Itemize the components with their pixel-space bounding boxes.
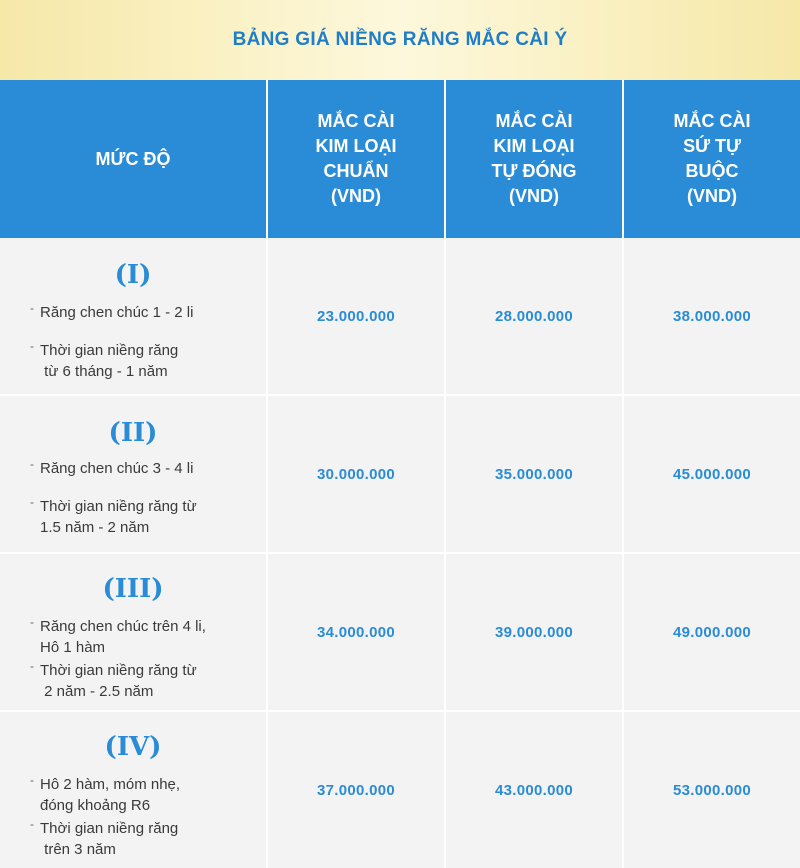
price-standard-metal: 37.000.000 [316,781,396,799]
level-cell [0,712,266,868]
row-divider [0,394,800,396]
bullet-dash-icon: - [30,615,34,629]
column-divider [622,80,624,868]
table-row [0,238,800,394]
header-col-self-ligating-metal [446,80,622,238]
column-divider [266,80,268,868]
note-line: Hô 2 hàm, móm nhẹ, [40,776,181,793]
title-banner [0,0,800,80]
level-note [30,496,255,538]
row-divider [0,552,800,554]
price-standard-metal: 23.000.000 [316,307,396,325]
note-line: 1.5 năm - 2 năm [40,519,150,536]
level-note [30,818,255,860]
level-numeral: (II) [108,418,158,448]
level-note [30,660,255,702]
price-self-ligating-metal: 28.000.000 [494,307,574,325]
level-numeral: (I) [114,260,152,290]
header-text: CHUẨN [323,161,389,181]
header-text: KIM LOẠI [493,136,575,156]
price-self-ligating-metal: 43.000.000 [494,781,574,799]
table-row [0,712,800,868]
header-text: (VND) [687,186,737,206]
table-row [0,396,800,552]
level-note [30,302,255,323]
header-text: (VND) [331,186,381,206]
bullet-dash-icon: - [30,457,34,471]
price-standard-metal: 30.000.000 [316,465,396,483]
price-ceramic-self-ligating: 38.000.000 [672,307,752,325]
header-text: MẮC CÀI [673,111,751,131]
note-line: 2 năm - 2.5 năm [40,683,154,700]
table-header [0,80,800,238]
note-line: Răng chen chúc 1 - 2 li [40,304,194,321]
price-self-ligating-metal: 39.000.000 [494,623,574,641]
price-ceramic-self-ligating: 53.000.000 [672,781,752,799]
bullet-dash-icon: - [30,495,34,509]
header-text: SỨ TỰ [683,136,741,156]
table-row [0,554,800,710]
bullet-dash-icon: - [30,339,34,353]
header-level-label: MỨC ĐỘ [95,148,171,169]
header-col-standard-metal [268,80,444,238]
note-line: trên 3 năm [40,841,116,858]
note-line: Thời gian niềng răng [40,820,179,837]
header-text: BUỘC [685,161,739,181]
price-self-ligating-metal: 35.000.000 [494,465,574,483]
bullet-dash-icon: - [30,817,34,831]
price-ceramic-self-ligating: 45.000.000 [672,465,752,483]
header-text: (VND) [509,186,559,206]
header-text: TỰ ĐÓNG [491,161,577,181]
note-line: Hô 1 hàm [40,639,106,656]
level-note [30,616,255,658]
note-line: đóng khoảng R6 [40,797,151,814]
header-text: MẮC CÀI [495,111,573,131]
note-line: Răng chen chúc trên 4 li, [40,618,206,635]
level-numeral: (III) [102,574,164,604]
header-text: MẮC CÀI [317,111,395,131]
page-title: BẢNG GIÁ NIỀNG RĂNG MẮC CÀI Ý [232,29,568,50]
column-divider [444,80,446,868]
row-divider [0,710,800,712]
level-numeral: (IV) [104,732,162,762]
header-level [0,80,266,238]
note-line: từ 6 tháng - 1 năm [40,363,168,380]
level-cell [0,396,266,552]
note-line: Răng chen chúc 3 - 4 li [40,460,194,477]
header-col-ceramic-self-ligating [624,80,800,238]
level-note [30,458,255,479]
bullet-dash-icon: - [30,773,34,787]
note-line: Thời gian niềng răng từ [40,498,197,515]
level-note [30,340,255,382]
level-note [30,774,255,816]
header-text: KIM LOẠI [315,136,397,156]
price-ceramic-self-ligating: 49.000.000 [672,623,752,641]
price-standard-metal: 34.000.000 [316,623,396,641]
level-cell [0,554,266,710]
note-line: Thời gian niềng răng từ [40,662,197,679]
note-line: Thời gian niềng răng [40,342,179,359]
bullet-dash-icon: - [30,301,34,315]
level-cell [0,238,266,394]
bullet-dash-icon: - [30,659,34,673]
